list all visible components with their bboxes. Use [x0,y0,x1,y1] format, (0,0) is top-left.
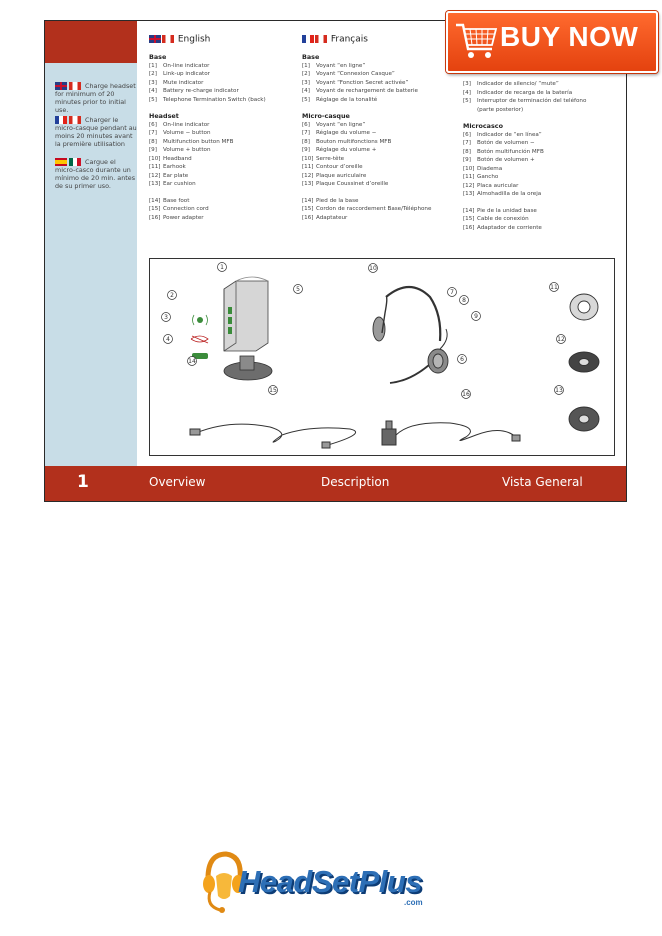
item-label: Serre-tête [316,155,345,162]
item-label: Pie de la unidad base [477,207,537,214]
headset-item [463,139,586,148]
item-number: [2] [149,71,157,77]
callout-label: 9 [474,313,478,320]
headset-item [463,173,586,182]
item-label: Adaptateur [316,214,348,221]
item-number: [3] [463,81,471,87]
headset-item [149,180,266,189]
spain-flag-icon [55,158,67,166]
charge-note-en: Charge headset for minimum of 20 minutes prior to initial use. [55,82,136,114]
item-label: Plaque Coussinet d’oreille [316,181,389,187]
item-number: [13] [463,191,475,197]
item-label: Réglage de la tonalité [316,96,378,103]
item-label: Battery re-charge indicator [163,88,239,94]
item-number: [8] [149,138,157,145]
item-label: Voyant “Connexion Casque” [316,71,395,77]
item-number: [4] [149,88,157,94]
accessory-item [302,205,431,214]
base-item [463,80,586,89]
france-flag-icon [55,116,67,124]
item-number: [5] [463,98,471,104]
base-item [149,70,266,79]
item-label: Placa auricular [477,182,519,189]
item-label: Indicador de “en línea” [477,131,542,138]
item-label: On-line indicator [163,62,210,69]
item-label: Interruptor de terminación del teléfono [477,98,587,104]
spacer [149,104,266,112]
headset-drawing [373,287,448,383]
item-number: [15] [463,216,475,222]
item-label: Cable de conexión [477,216,529,222]
france-flag-icon [302,35,314,43]
base-unit-drawing [191,277,272,380]
item-number: [10] [463,165,475,172]
item-label: Contour d’oreille [316,164,363,170]
item-label: Earhook [163,164,186,170]
manual-page [44,20,627,502]
item-number: [8] [463,148,471,155]
accessory-item [149,205,266,214]
headsetplus-logo [200,848,440,918]
item-number: [14] [149,197,161,204]
charge-note-es: Cargue el micro-casco durante un mínimo de 20 min. antes de su primer uso. [55,158,136,190]
callout-group [162,263,566,399]
item-number: [16] [302,214,314,221]
headset-item [302,163,431,172]
spacer [302,189,431,197]
base-item [463,106,586,115]
accessory-item [463,215,586,224]
column-spanish [463,80,586,232]
item-number: [11] [149,164,161,170]
accessory-item [463,207,586,216]
item-number: [6] [302,121,310,128]
item-label: Botón de volumen + [477,157,535,163]
section-title-base: Base [302,53,320,61]
item-label: Telephone Termination Switch (back) [163,96,266,103]
item-number: [2] [302,71,310,77]
base-item [302,70,431,79]
item-number: [8] [302,138,310,145]
item-number: [16] [149,214,161,221]
item-number: [4] [302,88,310,94]
item-label: Voyant de rechargement de batterie [316,88,418,94]
footer-title-es: Vista General [502,475,583,489]
base-item [463,97,586,106]
item-number: [12] [149,172,161,179]
headset-item [302,121,431,130]
item-number: [3] [149,79,157,86]
item-number: [1] [149,62,157,69]
spacer [302,104,431,112]
item-label: On-line indicator [163,121,210,128]
headset-item [149,146,266,155]
item-number: [9] [302,147,310,153]
item-number: [12] [463,182,475,189]
headset-item [149,121,266,130]
base-item [302,62,431,71]
headset-item [302,129,431,138]
item-number: [10] [302,155,314,162]
section-title-headset: Headset [149,112,179,120]
accessory-item [302,214,431,223]
item-label: Adaptador de corriente [477,224,542,231]
language-name: English [175,34,211,45]
accessory-item [149,197,266,206]
canada-flag-icon [162,35,174,43]
headset-item [302,155,431,164]
language-name: Français [328,34,368,45]
item-number: [10] [149,155,161,162]
item-label: Headband [163,155,192,162]
header-red-block [45,21,137,63]
item-number: [7] [302,130,310,136]
item-number: [7] [149,130,157,136]
base-item [149,96,266,105]
callout-label: 16 [462,391,470,398]
headset-item [463,156,586,165]
headset-item [463,182,586,191]
logo-wordmark: HeadSetPlus [238,864,423,899]
callout-label: 11 [550,284,558,291]
item-label: Botón de volumen − [477,140,535,146]
ear-parts-drawing [569,294,599,431]
footer-title-en: Overview [149,475,206,489]
item-number: [7] [463,140,471,146]
item-number: [5] [302,96,310,103]
accessory-item [463,224,586,233]
buy-now-label: BUY NOW [500,21,639,52]
canada-flag-icon [315,35,327,43]
callout-label: 14 [188,358,196,365]
item-label: Power adapter [163,214,204,221]
mexico-flag-icon [69,158,81,166]
headset-item [302,172,431,181]
item-number: [6] [463,131,471,138]
callout-label: 12 [557,336,565,343]
headset-item [463,148,586,157]
item-number: [16] [463,224,475,231]
section-title-headset: Micro-casque [302,112,350,120]
item-label: Pied de la base [316,197,359,204]
item-number: [13] [302,181,314,187]
spacer [463,199,586,207]
callout-label: 7 [450,289,454,296]
item-number: [1] [302,62,310,69]
callout-label: 15 [269,387,277,394]
canada-flag-icon [69,82,81,90]
item-label: Réglage du volume − [316,130,377,136]
item-label: Botón multifunción MFB [477,148,544,155]
item-number: [9] [149,147,157,153]
base-item [302,96,431,105]
product-diagram [149,258,615,456]
language-heading [302,35,431,44]
item-label: Multifunction button MFB [163,138,234,145]
spacer [463,114,586,122]
item-label: Plaque auriculaire [316,172,367,179]
item-number: [15] [302,206,314,212]
item-label: (parte posterior) [477,106,524,113]
spacer [149,189,266,197]
headset-item [149,138,266,147]
item-label: Connection cord [163,206,209,212]
logo-suffix: .com [404,898,423,907]
base-item [302,87,431,96]
charge-note-fr: Charger le micro-casque pendant au moins 20 minutes avant la première utilisation [55,116,137,148]
callout-label: 10 [369,265,377,272]
callout-label: 13 [555,387,563,394]
callout-label: 1 [220,264,224,271]
item-label: Voyant “en ligne” [316,121,366,128]
item-number: [15] [149,206,161,212]
uk-flag-icon [55,82,67,90]
item-label: Cordon de raccordement Base/Téléphone [316,206,432,212]
base-item [149,79,266,88]
language-heading [149,35,266,44]
headset-item [149,172,266,181]
item-number: [14] [302,197,314,204]
column-french [302,35,431,222]
accessory-item [149,214,266,223]
column-english [149,35,266,222]
item-label: Ear cushion [163,181,196,187]
uk-flag-icon [149,35,161,43]
item-label: Bouton multifonctions MFB [316,138,392,145]
callout-label: 2 [170,292,174,299]
item-number: [5] [149,96,157,103]
item-number: [3] [302,79,310,86]
base-item [463,89,586,98]
item-label: Voyant “Fonction Secret activée” [316,79,409,86]
footer-bar [45,466,626,501]
item-number: [11] [463,174,475,180]
callout-label: 6 [460,356,464,363]
buy-now-button[interactable] [446,11,658,73]
item-label: Voyant “en ligne” [316,62,366,69]
callout-label: 8 [462,297,466,304]
page-number: 1 [77,472,89,492]
headset-item [463,190,586,199]
item-label: Base foot [163,197,190,204]
section-title-base: Base [149,53,167,61]
item-label: Réglage du volume + [316,147,377,153]
item-number: [14] [463,207,475,214]
headset-item [302,180,431,189]
headset-item [302,138,431,147]
base-item [302,79,431,88]
headset-item [463,165,586,174]
headset-item [149,129,266,138]
footer-title-fr: Description [321,475,390,489]
canada-flag-icon [69,116,81,124]
shopping-cart-icon [454,21,500,61]
item-number: [9] [463,157,471,163]
headset-item [149,155,266,164]
item-label: Almohadilla de la oreja [477,191,542,197]
headset-item [302,146,431,155]
base-item [149,62,266,71]
diagram-svg [150,259,616,457]
item-label: Link-up indicator [163,71,210,77]
item-label: Volume − button [163,130,211,136]
section-title-headset: Microcasco [463,122,503,130]
cords-drawing [190,421,520,448]
item-number: [13] [149,181,161,187]
item-label: Mute indicator [163,79,204,86]
item-label: Gancho [477,174,499,180]
item-label: Indicador de silencio/ “mute” [477,81,559,87]
headset-item [463,131,586,140]
item-number: [6] [149,121,157,128]
item-label: Indicador de recarga de la batería [477,89,573,96]
item-label: Diadema [477,165,503,172]
headset-item [149,163,266,172]
base-item [149,87,266,96]
item-label: Ear plate [163,172,189,179]
callout-label: 5 [296,286,300,293]
item-number: [11] [302,164,314,170]
callout-label: 4 [166,336,170,343]
item-number: [4] [463,89,471,96]
callout-label: 3 [164,314,168,321]
item-number: [12] [302,172,314,179]
accessory-item [302,197,431,206]
item-label: Volume + button [163,147,211,153]
